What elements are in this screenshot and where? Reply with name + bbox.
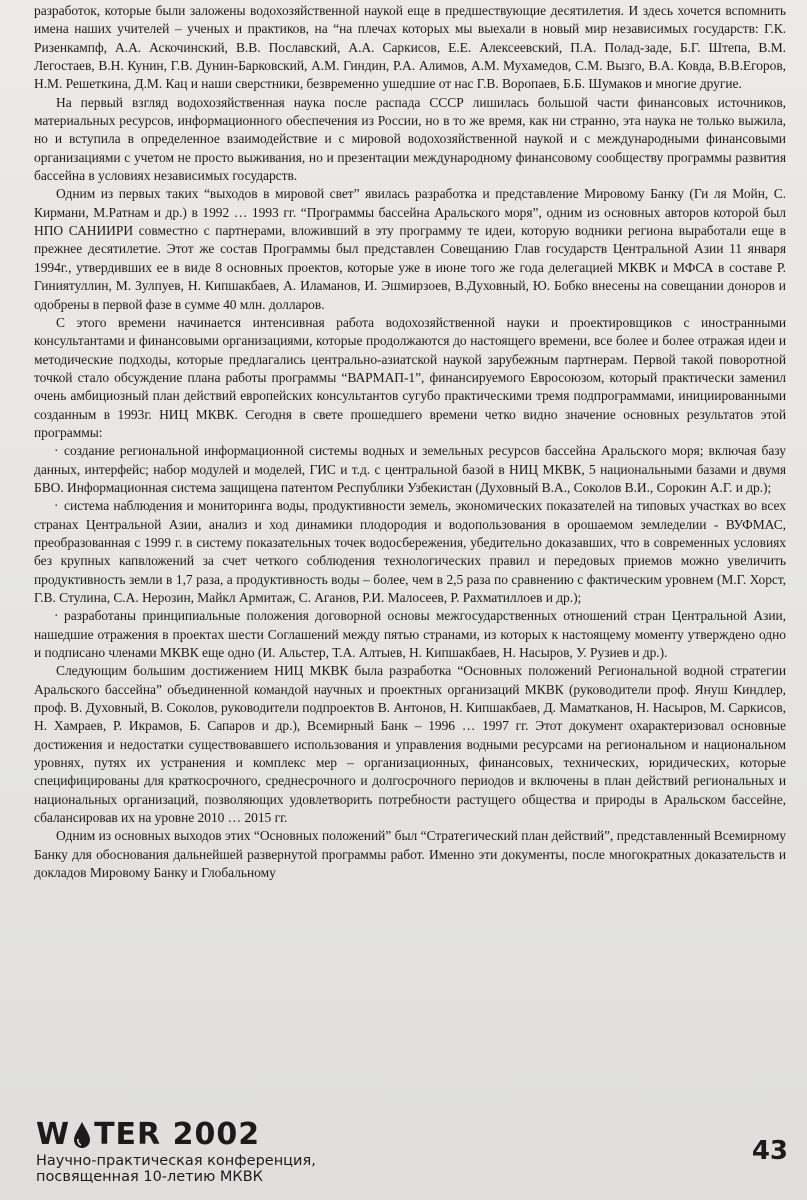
paragraph-5: Следующим большим достижением НИЦ МКВК была разработка “Основных положений Региональной водной стратегии Аральского бассейна” объединенной командой научных и проектных организаций МКВК (руководители проф. Януш Киндлер, проф. В. Духовный, В. Соколов, руководители подпроектов В. Антонов, Н. Кипшакбаев, Д. Маматканов, Н. Насыров, М. Саркисов, Н. Хамраев, Р. Икрамов, Б. Сапаров и др.), Всемирный Банк – 1996 … 1997 гг. Этот документ охарактеризовал основные достижения и недостатки существовавшего использования и управления водными ресурсами на региональном и национальном уровнях, путях их устранения и комплекс мер – организационных, финансовых, технических, юридических, которые специфицированы для краткосрочного, среднесрочного и долгосрочного периодов и включены в план действий региональных и национальных организаций, позволяющих удовлетворить потребности растущего общества и природы в Аральском бассейне, сбалансировав их на уровне 2010 … 2015 гг. <box>34 663 786 826</box>
conference-title-line-2: посвященная 10-летию МКВК <box>36 1169 263 1185</box>
bullet-dot-icon: · <box>54 608 59 624</box>
paragraph-1: разработок, которые были заложены водохозяйственной наукой еще в предшествующие десятилетия. И здесь хочется вспомнить имена наших учителей – ученых и практиков, на “на плечах которых мы выехали в новый мир независимых государств: Г.К. Ризенкампф, А.А. Аскочинский, В.В. Пославский, А.А. Саркисов, Е.Е. Алексеевский, П.А. Полад-заде, Б.Г. Штепа, В.М. Легостаев, В.Н. Кунин, Г.В. Дунин-Барковский, А.М. Гиндин, Р.А. Алимов, А.М. Мухамедов, С.М. Вызго, В.А. Ковда, В.В.Егоров, Н.М. Решеткина, Д.М. Кац и наши сверстники, безвременно ушедшие от нас Г.В. Воропаев, Б.Б. Шумаков и многие другие. <box>34 3 786 92</box>
body-text <box>34 2 786 883</box>
paragraph-2: На первый взгляд водохозяйственная наука после распада СССР лишилась большой части финансовых источников, материальных ресурсов, информационного обеспечения из России, но в то же время, как ни странно, эта наука не только выжила, но и вступила в определенное взаимодействие и с мировой водохозяйственной наукой и с международными финансовыми организациями с учетом не просто выживания, но и презентации международному финансовому сообществу программы развития бассейна в условиях независимых государств. <box>34 94 786 184</box>
bullet-item-1 <box>34 442 786 497</box>
bullet-item-3 <box>34 607 786 662</box>
paragraph-4: С этого времени начинается интенсивная работа водохозяйственной науки и проектировщиков с иностранными консультантами и финансовыми организациями, которые продолжаются до настоящего времени, все более и более отражая идеи и методические подходы, которые предлагались центрально-азиатской наукой зарубежным партнерам. Первой такой поворотной точкой стало обсуждение плана работы программы “ВАРМАП-1”, финансируемого Евросоюзом, который практически заменил очень амбициозный план действий европейских консультантов сугубо практическими тремя подпрограммами, инициированными созданным в 1993г. НИЦ МКВК. Сегодня в свете прошедшего времени четко видно значение основных результатов этой программы: <box>34 314 786 440</box>
page-number: 43 <box>751 1136 788 1166</box>
paragraph-6: Одним из основных выходов этих “Основных положений” был “Стратегический план действий”, представленный Всемирному Банку для обоснования дальнейшей развернутой программы работ. Именно эти документы, после многократных доказательств и докладов Мировому Банку и Глобальному <box>34 828 786 881</box>
water-drop-icon <box>72 1121 92 1149</box>
bullet-item-text: разработаны принципиальные положения договорной основы межгосударственных отношений стран Центральной Азии, нашедшие отражения в проектах шести Соглашений между пятью странами, из которых к настоящему моменту утверждено одно и подписано членами МКВК еще одно (И. Альстер, Т.А. Алтыев, Н. Кипшакбаев, Н. Насыров, У. Рузиев и др.). <box>34 608 786 661</box>
page-footer <box>34 1118 794 1188</box>
bullet-item-text: система наблюдения и мониторинга воды, продуктивности земель, экономических показателей на типовых участках во всех странах Центральной Азии, анализ и ход динамики плодородия и водопользования в орошаемом земледелии - ВУФМАС, преобразованная с 1999 г. в систему показательных точек водосбережения, убедительно доказавших, что в современных условиях без крупных капвложений за счет четкого соблюдения технологических правил и передовых приемов можно увеличить продуктивность земли в 1,7 раза, а продуктивность воды – более, чем в 2,5 раза по сравнению с фактическим уровнем (М.Г. Хорст, Г.В. Стулина, С.А. Нерозин, Майкл Армитаж, С. Аганов, Р.И. Малосеев, Р. Рахматиллоев и др.); <box>34 498 786 605</box>
logo-letter-w: W <box>36 1117 71 1152</box>
bullet-item-2 <box>34 497 786 607</box>
bullet-dot-icon: · <box>54 443 59 459</box>
paragraph-3: Одним из первых таких “выходов в мировой свет” явилась разработка и представление Мировому Банку (Ги ля Мойн, С. Кирмани, М.Ратнам и др.) в 1992 … 1993 гг. “Программы бассейна Аральского моря”, одним из основных авторов которой был НПО САНИИРИ совместно с партнерами, вложивший в эту программу те идеи, которую водники региона выработали еще в прежнее десятилетие. Этот же состав Программы был представлен Совещанию Глав государств Центральной Азии 11 января 1994г., утвердивших ее в виде 8 основных проектов, которые уже в июне того же года делегацией МКВК и МФСА в составе Р. Гиниятуллин, М. Зулпуев, Н. Кипшакбаев, А. Иламанов, И. Эшмирзоев, В.Духовный, Ю. Бобко внесены на совещании доноров и одобрены в первой фазе в сумме 40 млн. долларов. <box>34 186 786 312</box>
bullet-dot-icon: · <box>54 498 59 514</box>
conference-title-line-1: Научно-практическая конференция, <box>36 1153 316 1169</box>
logo-text: TER 2002 <box>94 1117 261 1152</box>
water-2002-logo <box>36 1118 260 1152</box>
bullet-item-text: создание региональной информационной системы водных и земельных ресурсов бассейна Аральского моря; включая базу данных, интерфейс; набор модулей и моделей, ГИС и т.д. с центральной базой в НИЦ МКВК, 5 национальными базами и двумя БВО. Информационная система защищена патентом Республики Узбекистан (Духовный В.А., Соколов В.И., Сорокин А.Г. и др.); <box>34 443 786 495</box>
